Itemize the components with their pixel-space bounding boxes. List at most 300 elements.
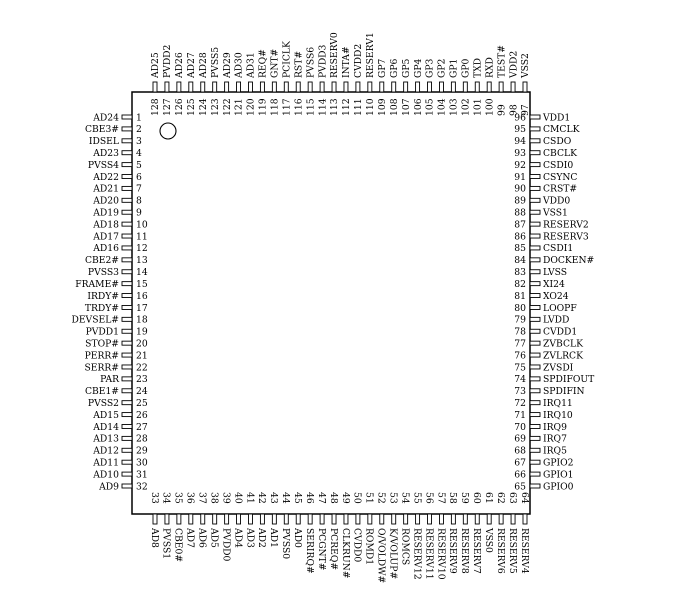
pin-number: 91	[514, 171, 526, 183]
pin-lead	[523, 514, 527, 524]
pin-label: VSS2	[520, 53, 532, 78]
pin-label: GPIO0	[543, 481, 574, 493]
pin-label: CSYNC	[543, 171, 578, 183]
pin-label: PCICLK	[281, 41, 293, 78]
pin-number: 103	[448, 98, 460, 116]
pin-number: 30	[136, 457, 148, 469]
pin-lead	[530, 305, 540, 309]
pin-label: TXD	[472, 57, 484, 78]
pin-number: 28	[136, 433, 148, 445]
pin-lead	[530, 436, 540, 440]
pin-label: TEST#	[496, 45, 508, 78]
pin-label: AD28	[197, 52, 209, 78]
pin-lead	[122, 484, 132, 488]
pin-lead	[122, 210, 132, 214]
pin-lead	[487, 514, 491, 524]
pin-label: AD29	[221, 52, 233, 78]
pin-label: XI24	[543, 278, 565, 290]
pin-number: 39	[220, 492, 232, 504]
pin-label: AD20	[93, 195, 119, 207]
pin-lead	[428, 82, 432, 92]
pin-lead	[530, 198, 540, 202]
pin-lead	[122, 198, 132, 202]
pin-number: 125	[186, 98, 198, 116]
pin-label: ZVBCLK	[543, 338, 583, 350]
pin-label: RESERV2	[543, 219, 589, 231]
pin-label: AD11	[93, 457, 119, 469]
pin-lead	[475, 514, 479, 524]
pin-lead	[177, 82, 181, 92]
pin-number: 53	[387, 492, 399, 504]
pin-label: RESERV11	[423, 528, 435, 580]
pin-label: VDD2	[508, 50, 520, 78]
pin-lead	[530, 115, 540, 119]
pin-number: 29	[136, 445, 148, 457]
pin-number: 75	[514, 362, 526, 374]
pin-lead	[189, 82, 193, 92]
pin-number: 57	[435, 492, 447, 504]
pin-number: 44	[280, 492, 292, 504]
pin-number: 104	[436, 98, 448, 116]
pin-number: 98	[508, 104, 520, 116]
pin-label: GP2	[436, 58, 448, 78]
pin-lead	[284, 514, 288, 524]
pin-number: 100	[484, 98, 496, 116]
pin-lead	[530, 186, 540, 190]
pin-lead	[122, 413, 132, 417]
pin-lead	[225, 514, 229, 524]
pin-label: AD27	[186, 52, 198, 78]
pin-lead	[237, 82, 241, 92]
pin-label: RESERV3	[543, 231, 589, 243]
pin-label: GP7	[376, 58, 388, 78]
pin-label: ROMD1	[363, 528, 375, 566]
pin-lead	[368, 82, 372, 92]
pin-number: 64	[518, 492, 530, 504]
pin-label: INTA#	[341, 46, 353, 78]
pin-lead	[153, 82, 157, 92]
pin-lead	[165, 514, 169, 524]
pin-number: 23	[136, 374, 148, 386]
pin-label: PVSS1	[160, 528, 172, 560]
pin-lead	[122, 186, 132, 190]
pin-label: AD12	[93, 445, 119, 457]
pin-number: 4	[136, 148, 142, 160]
pin-label: AD4	[232, 528, 244, 548]
pin-number: 27	[136, 421, 148, 433]
pin-lead	[122, 401, 132, 405]
pin-number: 88	[514, 207, 526, 219]
pin-label: ZVSDI	[543, 362, 574, 374]
pin-lead	[122, 127, 132, 131]
pin-lead	[530, 401, 540, 405]
pin-label: PERR#	[84, 350, 119, 362]
pin-lead	[530, 151, 540, 155]
pin-lead	[530, 234, 540, 238]
pin-label: FRAME#	[75, 278, 119, 290]
pin-label: AD3	[244, 528, 256, 548]
pin-number: 94	[514, 136, 526, 148]
pin-number: 92	[514, 159, 526, 171]
pin-label: CBE0#	[172, 528, 184, 563]
pin-number: 96	[514, 112, 526, 124]
pin-label: CBCLK	[543, 148, 577, 160]
pin-label: RESERV0	[329, 32, 341, 78]
pin-label: PVSS3	[87, 267, 119, 279]
pin-lead	[122, 163, 132, 167]
pin-number: 49	[339, 492, 351, 504]
pin-lead	[122, 424, 132, 428]
pin-label: GP5	[400, 58, 412, 78]
pin-number: 7	[136, 183, 142, 195]
pin-number: 3	[136, 136, 142, 148]
pin-lead	[296, 514, 300, 524]
pin-lead	[165, 82, 169, 92]
pin-label: ROMCS	[399, 528, 411, 566]
pin-number: 58	[447, 492, 459, 504]
pin-label: CBE2#	[84, 255, 119, 267]
pin-label: ZVLRCK	[543, 350, 583, 362]
pin-lead	[225, 82, 229, 92]
pin-label: CVDD1	[543, 326, 578, 338]
pin-lead	[122, 305, 132, 309]
pin-label: STOP#	[85, 338, 119, 350]
pin-label: AD26	[174, 52, 186, 78]
pin-number: 35	[172, 492, 184, 504]
pin-lead	[320, 514, 324, 524]
pin-label: RESERV10	[435, 528, 447, 580]
pin-number: 67	[514, 457, 526, 469]
pin-number: 8	[136, 195, 142, 207]
pin-label: AD17	[93, 231, 119, 243]
pin-number: 47	[315, 492, 327, 504]
pin-lead	[499, 82, 503, 92]
pin-number: 93	[514, 148, 526, 160]
pin-number: 24	[136, 386, 148, 398]
pin-label: CBE3#	[84, 124, 119, 136]
pin-lead	[122, 377, 132, 381]
pin-label: SPDIFIN	[543, 386, 585, 398]
pin-number: 89	[514, 195, 526, 207]
pin-label: CVDD2	[353, 43, 365, 78]
pin-label: VSS1	[543, 207, 568, 219]
pin-number: 22	[136, 362, 148, 374]
pin-label: GP4	[412, 58, 424, 78]
pin-lead	[530, 484, 540, 488]
pin-lead	[451, 82, 455, 92]
pin-number: 86	[514, 231, 526, 243]
pin-number: 59	[459, 492, 471, 504]
pin-label: PVDD3	[317, 44, 329, 78]
pin-number: 87	[514, 219, 526, 231]
pin-lead	[416, 82, 420, 92]
pin-lead	[122, 329, 132, 333]
pin-number: 80	[514, 302, 526, 314]
pin-number: 112	[341, 98, 353, 116]
pin-number: 17	[136, 302, 148, 314]
pin-label: TRDY#	[84, 302, 119, 314]
pin-lead	[368, 514, 372, 524]
pin-label: LOOPF	[543, 302, 577, 314]
pin-label: AD2	[256, 528, 268, 548]
pin-number: 37	[196, 492, 208, 504]
pin-number: 85	[514, 243, 526, 255]
pin-lead	[122, 353, 132, 357]
pin-lead	[332, 82, 336, 92]
pin-label: SERR#	[84, 362, 119, 374]
pin-number: 5	[136, 159, 142, 171]
pin-label: AD16	[93, 243, 119, 255]
pin-lead	[122, 389, 132, 393]
pin-label: AD25	[150, 52, 162, 78]
pin-lead	[189, 514, 193, 524]
pin-lead	[201, 514, 205, 524]
pin-lead	[344, 514, 348, 524]
pin-number: 106	[412, 98, 424, 116]
pin-number: 11	[136, 231, 148, 243]
pin-label: AD24	[93, 112, 119, 124]
pin-lead	[122, 139, 132, 143]
pin-number: 101	[472, 98, 484, 116]
pin-number: 118	[269, 98, 281, 116]
pin-lead	[523, 82, 527, 92]
pin-lead	[530, 317, 540, 321]
pin-lead	[530, 389, 540, 393]
pin-label: RESERV6	[494, 528, 506, 574]
pin-lead	[284, 82, 288, 92]
pin-label: AD0	[292, 528, 304, 548]
pin-lead	[404, 514, 408, 524]
pin-label: VDD1	[543, 112, 571, 124]
pin-lead	[416, 514, 420, 524]
pin-lead	[530, 175, 540, 179]
pin-label: AD18	[93, 219, 119, 231]
pin-number: 52	[375, 492, 387, 504]
pin-lead	[248, 82, 252, 92]
pin-label: AD5	[208, 528, 220, 548]
pin-label: AD22	[93, 171, 119, 183]
pin-number: 97	[520, 104, 532, 116]
pin-number: 26	[136, 409, 148, 421]
pin-label: REQ#	[257, 49, 269, 78]
pin-number: 15	[136, 278, 148, 290]
pin-number: 54	[399, 492, 411, 504]
pin-number: 117	[281, 98, 293, 116]
pin-number: 105	[424, 98, 436, 116]
pin-label: PCGNT#	[315, 528, 327, 571]
pin-number: 73	[514, 386, 526, 398]
pin-lead	[272, 514, 276, 524]
pin-label: CVDD0	[351, 528, 363, 563]
pin-number: 16	[136, 290, 148, 302]
pin-number: 18	[136, 314, 148, 326]
pin-label: PVSS4	[87, 159, 119, 171]
pin-number: 76	[514, 350, 526, 362]
pin-label: K/VOLUP#	[387, 528, 399, 580]
pin-lead	[451, 514, 455, 524]
pin-lead	[213, 82, 217, 92]
pin-label: VSS0	[482, 528, 494, 553]
pin-label: GNT#	[269, 48, 281, 78]
pin-label: GP6	[388, 58, 400, 78]
pin-label: SERIRQ#	[303, 528, 315, 574]
pin-lead	[248, 514, 252, 524]
pin-label: GP3	[424, 58, 436, 78]
pin-lead	[356, 514, 360, 524]
pin-lead	[296, 82, 300, 92]
pin-lead	[530, 472, 540, 476]
pin-number: 121	[233, 98, 245, 116]
pin-lead	[499, 514, 503, 524]
pin1-marker	[160, 123, 176, 139]
pin-label: CBE1#	[84, 386, 119, 398]
pin-lead	[530, 353, 540, 357]
pin-number: 115	[305, 98, 317, 116]
pin-number: 116	[293, 98, 305, 116]
pin-number: 74	[514, 374, 526, 386]
pin-number: 13	[136, 255, 148, 267]
pin-label: IRQ5	[543, 445, 567, 457]
pin-number: 1	[136, 112, 142, 124]
pin-lead	[122, 365, 132, 369]
pin-number: 2	[136, 124, 142, 136]
pin-label: RESERV8	[459, 528, 471, 574]
pin-lead	[122, 175, 132, 179]
pin-lead	[392, 514, 396, 524]
pin-label: GP1	[448, 58, 460, 78]
pin-number: 122	[221, 98, 233, 116]
pin-lead	[511, 514, 515, 524]
pin-number: 119	[257, 98, 269, 116]
pin-label: O/VOLDW#	[375, 528, 387, 584]
pin-label: AD23	[93, 148, 119, 160]
pin-number: 42	[256, 492, 268, 504]
pin-lead	[122, 294, 132, 298]
pin-lead	[530, 341, 540, 345]
pin-label: CLKRUN#	[339, 528, 351, 579]
pin-number: 46	[303, 492, 315, 504]
pin-label: VDD0	[543, 195, 571, 207]
pin-lead	[380, 82, 384, 92]
pin-label: AD7	[184, 528, 196, 548]
pin-lead	[380, 514, 384, 524]
pin-label: CSDI1	[543, 243, 574, 255]
pin-label: AD13	[93, 433, 119, 445]
pin-lead	[530, 127, 540, 131]
pin-lead	[122, 448, 132, 452]
pin-number: 36	[184, 492, 196, 504]
pin-label: IDSEL	[88, 136, 119, 148]
pin-number: 50	[351, 492, 363, 504]
pin-lead	[404, 82, 408, 92]
pin-number: 78	[514, 326, 526, 338]
pin-number: 61	[482, 492, 494, 504]
pin-number: 68	[514, 445, 526, 457]
pin-number: 63	[506, 492, 518, 504]
pin-lead	[530, 448, 540, 452]
pin-label: SPDIFOUT	[543, 374, 595, 386]
pin-label: DOCKEN#	[543, 255, 595, 267]
pin-label: DEVSEL#	[71, 314, 119, 326]
pin-number: 70	[514, 421, 526, 433]
pin-label: LVDD	[543, 314, 570, 326]
pin-label: AD8	[148, 528, 160, 548]
pin-lead	[530, 222, 540, 226]
pin-lead	[463, 514, 467, 524]
pin-lead	[530, 163, 540, 167]
pin-number: 102	[460, 98, 472, 116]
pin-label: PVSS6	[305, 46, 317, 78]
pin-label: IRQ7	[543, 433, 567, 445]
pin-lead	[439, 82, 443, 92]
pin-number: 14	[136, 267, 148, 279]
pin-number: 60	[471, 492, 483, 504]
pin-label: GP0	[460, 58, 472, 78]
pin-number: 72	[514, 397, 526, 409]
pin-label: PVSS0	[280, 528, 292, 560]
pin-label: RST#	[293, 50, 305, 78]
pin-number: 123	[209, 98, 221, 116]
pin-number: 120	[245, 98, 257, 116]
pin-lead	[320, 82, 324, 92]
pin-number: 83	[514, 267, 526, 279]
pin-lead	[475, 82, 479, 92]
pin-lead	[463, 82, 467, 92]
pin-label: RESERV1	[365, 32, 377, 78]
pin-number: 127	[162, 98, 174, 116]
pin-number: 32	[136, 481, 148, 493]
pin-label: PAR	[100, 374, 119, 386]
pin-number: 71	[514, 409, 526, 421]
pin-label: CSDI0	[543, 159, 574, 171]
pin-label: PCREQ#	[327, 528, 339, 571]
pin-number: 6	[136, 171, 142, 183]
pin-lead	[392, 82, 396, 92]
pin-number: 62	[494, 492, 506, 504]
pin-label: PVSS2	[87, 397, 119, 409]
pin-lead	[530, 270, 540, 274]
pin-label: GPIO1	[543, 469, 574, 481]
pin-label: CSDO	[543, 136, 572, 148]
pin-number: 25	[136, 397, 148, 409]
pin-number: 10	[136, 219, 148, 231]
pin-number: 41	[244, 492, 256, 504]
pin-label: AD19	[93, 207, 119, 219]
pin-label: AD9	[99, 481, 119, 493]
pin-lead	[308, 82, 312, 92]
pin-lead	[344, 82, 348, 92]
pin-number: 40	[232, 492, 244, 504]
pin-number: 95	[514, 124, 526, 136]
pin-lead	[530, 294, 540, 298]
pin-label: PVSS5	[209, 46, 221, 78]
pin-label: RESERV12	[411, 528, 423, 580]
pin-number: 33	[148, 492, 160, 504]
pin-lead	[122, 222, 132, 226]
pin-lead	[428, 514, 432, 524]
pin-number: 48	[327, 492, 339, 504]
pin-lead	[308, 514, 312, 524]
pin-label: AD15	[93, 409, 119, 421]
pin-number: 124	[197, 98, 209, 116]
pin-number: 51	[363, 492, 375, 504]
pin-number: 108	[388, 98, 400, 116]
pin-lead	[122, 472, 132, 476]
pin-lead	[260, 82, 264, 92]
pin-number: 99	[496, 104, 508, 116]
pin-lead	[530, 413, 540, 417]
pin-number: 113	[329, 98, 341, 116]
